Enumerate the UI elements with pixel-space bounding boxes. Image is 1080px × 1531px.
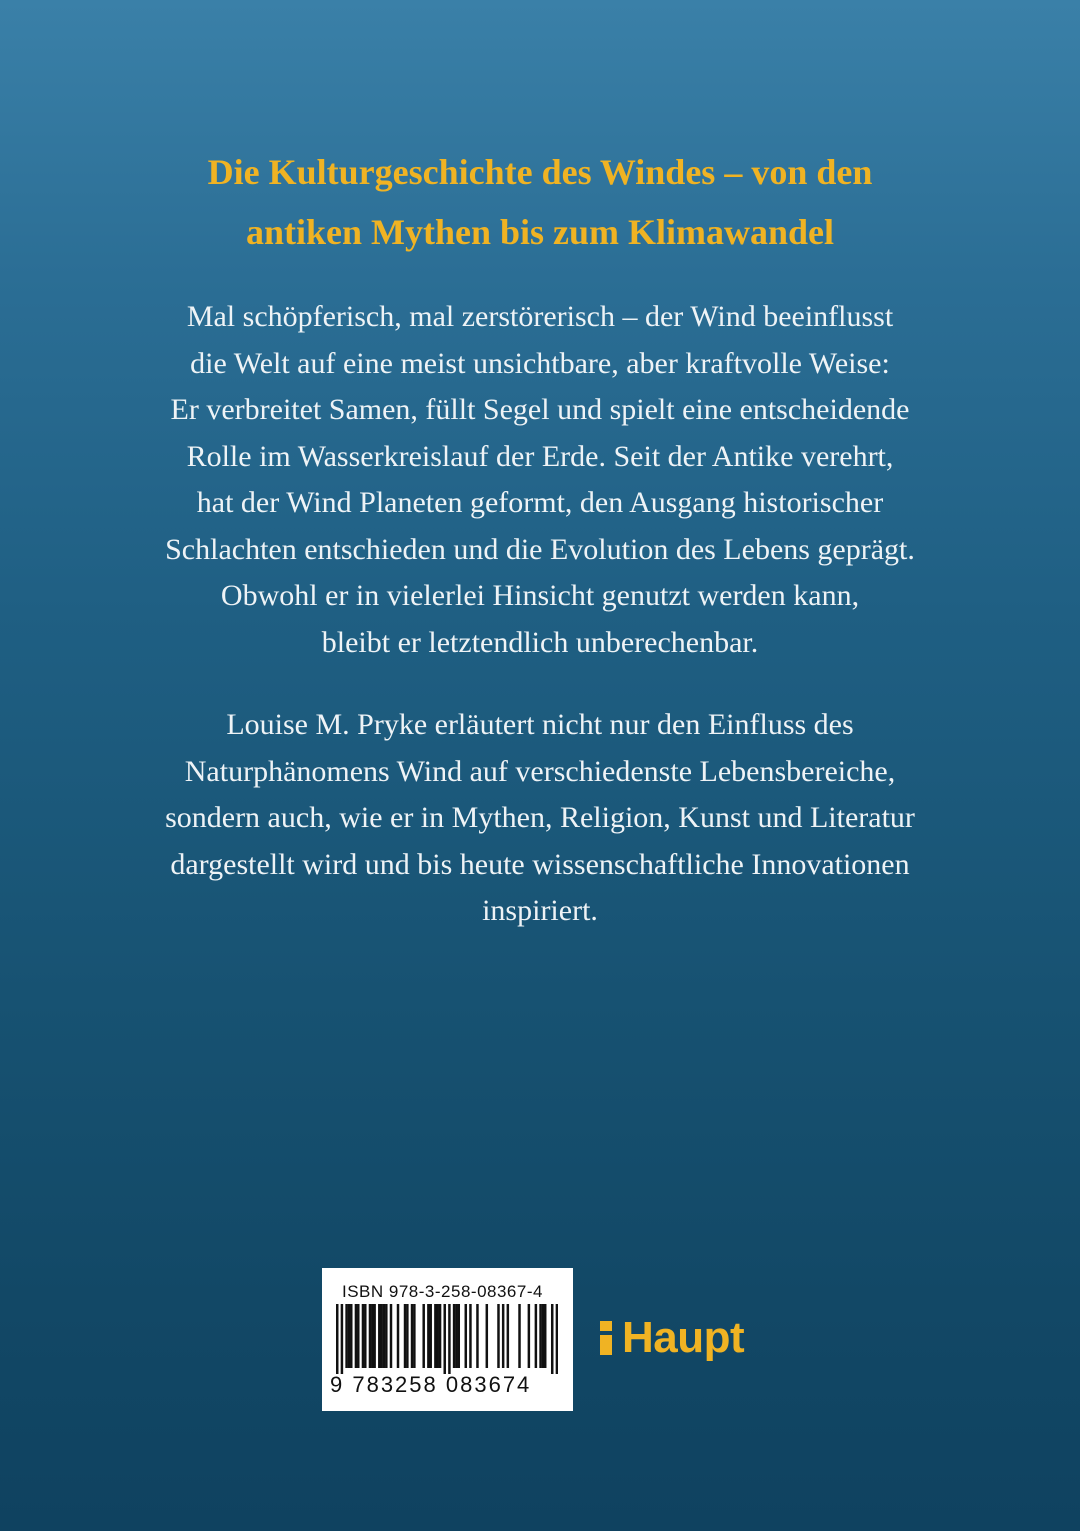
blurb-line: Obwohl er in vielerlei Hinsicht genutzt werden kann,	[220, 579, 860, 612]
blurb-line: die Welt auf eine meist unsichtbare, aber kraftvolle Weise:	[190, 346, 890, 380]
blurb-line: sondern auch, wie er in Mythen, Religion, Kunst und Literatur	[165, 801, 915, 834]
headline-line: Die Kulturgeschichte des Windes – von den	[207, 152, 873, 192]
blurb-line: bleibt er letztendlich unberechenbar.	[321, 625, 759, 659]
blurb-line: Er verbreitet Samen, füllt Segel und spielt eine entscheidende	[170, 393, 910, 426]
publisher-name: Haupt	[622, 1313, 745, 1362]
blurb-line: dargestellt wird und bis heute wissenschaftliche Innovationen	[170, 847, 910, 881]
publisher-logo-mark	[600, 1321, 612, 1355]
blurb-line: hat der Wind Planeten geformt, den Ausgang historischer	[196, 486, 884, 519]
blurb-paragraph-2	[60, 702, 1020, 935]
headline-line: antiken Mythen bis zum Klimawandel	[245, 212, 835, 252]
isbn-barcode	[322, 1268, 573, 1411]
publisher-logo	[600, 1313, 745, 1362]
blurb-line: Rolle im Wasserkreislauf der Erde. Seit der Antike verehrt,	[186, 439, 894, 473]
cover-headline	[90, 142, 990, 262]
isbn-label: ISBN 978-3-258-08367-4	[342, 1282, 543, 1301]
barcode-bars	[336, 1304, 558, 1374]
blurb-line: Louise M. Pryke erläutert nicht nur den Einfluss des	[226, 708, 854, 741]
blurb-line: inspiriert.	[482, 894, 598, 927]
blurb-line: Mal schöpferisch, mal zerstörerisch – der Wind beeinflusst	[186, 300, 894, 333]
barcode-digits: 9 783258 083674	[330, 1372, 532, 1397]
blurb-line: Schlachten entschieden und die Evolution des Lebens geprägt.	[165, 532, 915, 566]
blurb-paragraph-1	[60, 294, 1020, 666]
blurb-line: Naturphänomens Wind auf verschiedenste Lebensbereiche,	[184, 754, 896, 788]
